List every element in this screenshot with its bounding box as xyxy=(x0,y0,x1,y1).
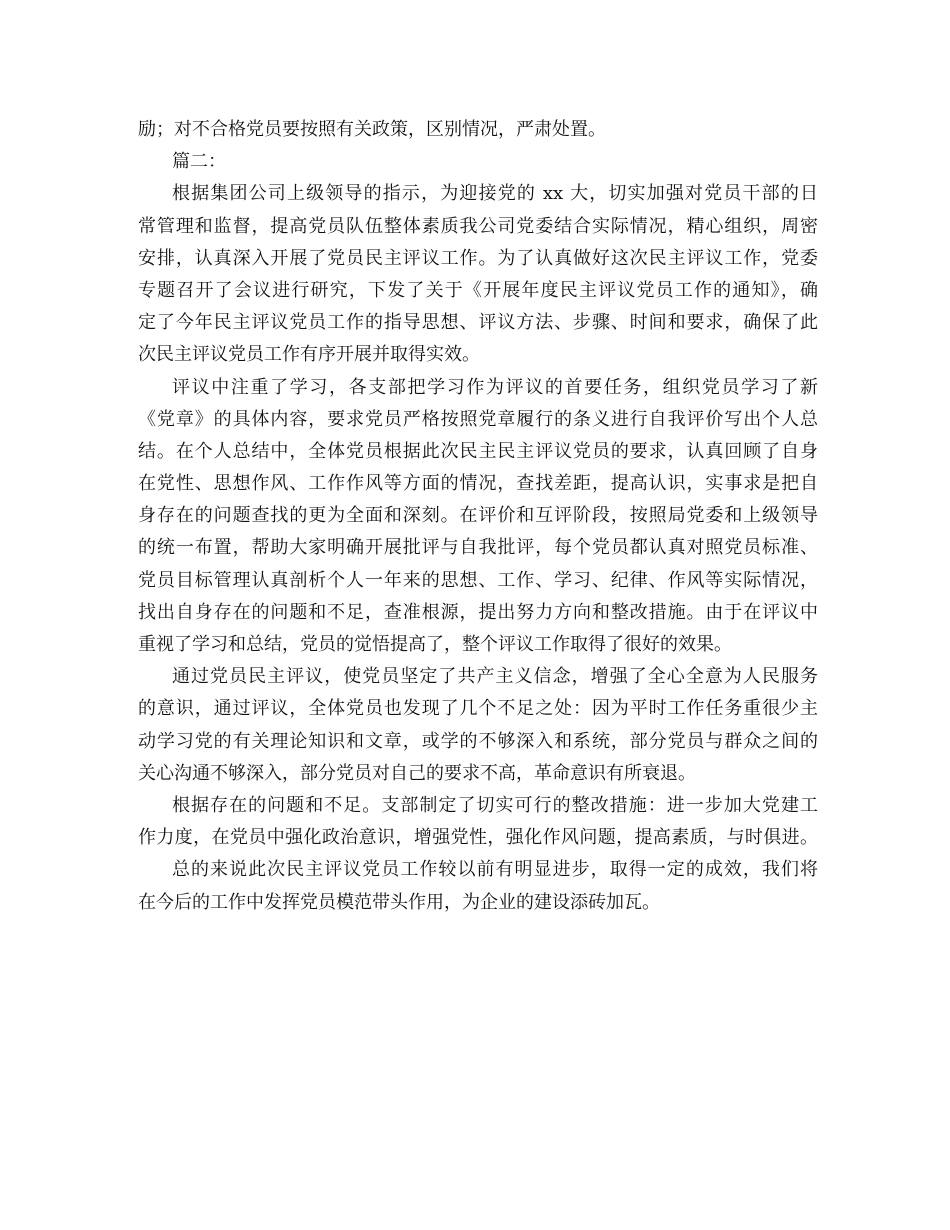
text-line: 定了今年民主评议党员工作的指导思想、评议方法、步骤、时间和要求，确保了此 xyxy=(138,312,818,334)
text-line: 总的来说此次民主评议党员工作较以前有明显进步，取得一定的成效，我们将 xyxy=(172,859,818,881)
text-line: 评议中注重了学习，各支部把学习作为评议的首要任务，组织党员学习了新 xyxy=(172,376,818,398)
text-line: 通过党员民主评议，使党员坚定了共产主义信念，增强了全心全意为人民服务 xyxy=(172,666,818,688)
text-line: 重视了学习和总结，党员的觉悟提高了，整个评议工作取得了很好的效果。 xyxy=(138,634,732,655)
document-body xyxy=(138,114,818,919)
text-line: 常管理和监督，提高党员队伍整体素质我公司党委结合实际情况，精心组织，周密 xyxy=(138,215,818,237)
text-line: 安排，认真深入开展了党员民主评议工作。为了认真做好这次民主评议工作，党委 xyxy=(138,247,818,269)
text-line: 关心沟通不够深入，部分党员对自己的要求不高，革命意识有所衰退。 xyxy=(138,762,696,784)
text-line: 动学习党的有关理论知识和文章，或学的不够深入和系统，部分党员与群众之间的 xyxy=(138,730,818,752)
paragraph xyxy=(138,854,818,918)
paragraph xyxy=(138,790,818,854)
text-line: 根据存在的问题和不足。支部制定了切实可行的整改措施：进一步加大党建工 xyxy=(172,794,818,816)
paragraph xyxy=(138,372,818,662)
text-line: 在党性、思想作风、工作作风等方面的情况，查找差距，提高认识，实事求是把自 xyxy=(138,473,818,495)
text-line: 励；对不合格党员要按照有关政策，区别情况，严肃处置。 xyxy=(138,119,606,140)
text-line: 的意识，通过评议，全体党员也发现了几个不足之处：因为平时工作任务重很少主 xyxy=(138,698,818,720)
text-line: 在今后的工作中发挥党员模范带头作用，为企业的建设添砖加瓦。 xyxy=(138,891,660,913)
text-line: 专题召开了会议进行研究，下发了关于《开展年度民主评议党员工作的通知》，确 xyxy=(138,279,818,301)
text-line: 的统一布置，帮助大家明确开展批评与自我批评，每个党员都认真对照党员标准、 xyxy=(138,537,818,559)
section-heading xyxy=(138,146,818,178)
text-line: 结。在个人总结中，全体党员根据此次民主民主评议党员的要求，认真回顾了自身 xyxy=(138,440,818,462)
paragraph xyxy=(138,661,818,790)
paragraph xyxy=(138,114,818,146)
paragraph xyxy=(138,178,818,371)
text-line: 《党章》的具体内容，要求党员严格按照党章履行的条义进行自我评价写出个人总 xyxy=(138,408,818,430)
text-line: 党员目标管理认真剖析个人一年来的思想、工作、学习、纪律、作风等实际情况， xyxy=(138,569,818,591)
text-line: 根据集团公司上级领导的指示，为迎接党的 xx 大，切实加强对党员干部的日 xyxy=(172,183,818,205)
text-line: 找出自身存在的问题和不足，查准根源，提出努力方向和整改措施。由于在评议中 xyxy=(138,601,818,623)
text-line: 作力度，在党员中强化政治意识，增强党性，强化作风问题，提高素质，与时俱进。 xyxy=(138,827,818,849)
section-heading-text: 篇二： xyxy=(172,151,226,173)
text-line: 身存在的问题查找的更为全面和深刻。在评价和互评阶段，按照局党委和上级领导 xyxy=(138,505,818,527)
text-line: 次民主评议党员工作有序开展并取得实效。 xyxy=(138,344,480,366)
